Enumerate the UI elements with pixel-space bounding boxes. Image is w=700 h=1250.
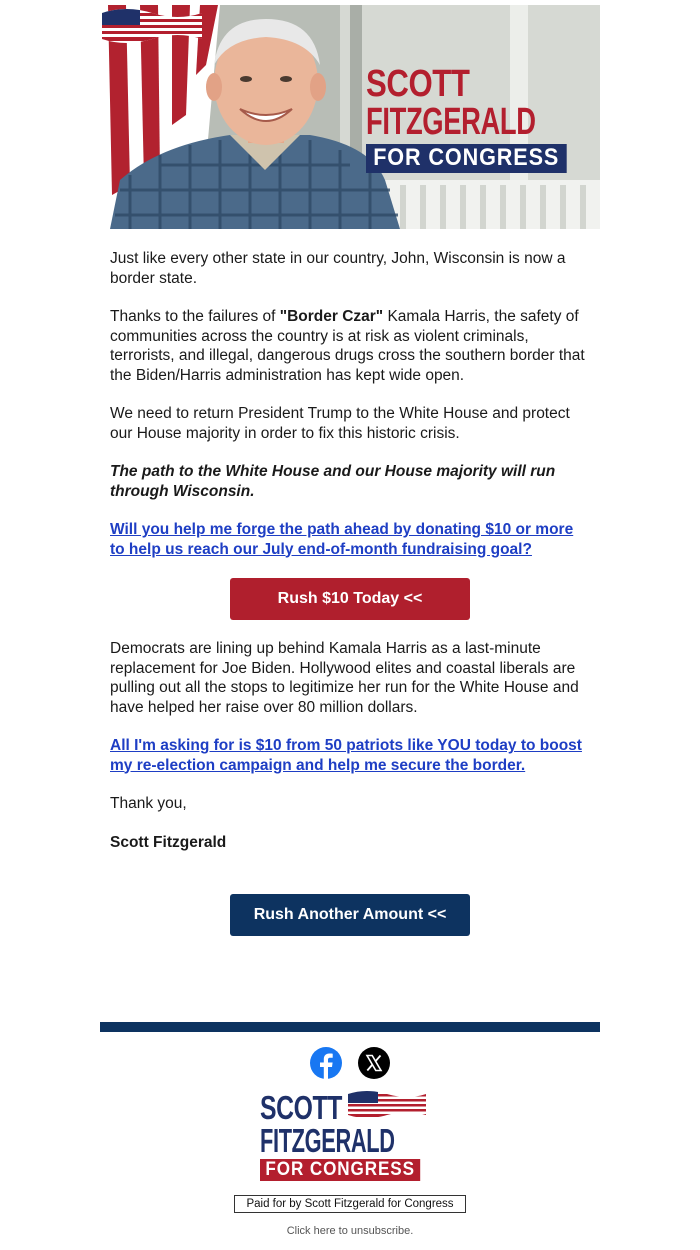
email-container (100, 5, 600, 1237)
hero-banner (100, 5, 600, 229)
social-links (100, 1047, 600, 1081)
logo-first-name: SCOTT (366, 63, 470, 105)
paragraph-majority: We need to return President Trump to the White House and protect our House majority in order to fix this historic crisis. (110, 405, 570, 442)
unsubscribe-link[interactable]: Click here to unsubscribe. (286, 1225, 414, 1237)
paragraph-democrats: Democrats are lining up behind Kamala Harris as a last-minute replacement for Joe Biden. Hollywood elites and coastal liberals are pulling out all the stops to legitimize her run for the White House and have helped her raise over 80 million dollars. (110, 640, 579, 716)
email-body (100, 249, 600, 559)
paragraph-wisconsin: The path to the White House and our House majority will run through Wisconsin. (110, 463, 556, 500)
footer-logo-last-name: FITZGERALD (260, 1122, 395, 1159)
footer-logo-first-name: SCOTT (260, 1089, 342, 1126)
border-czar-emphasis: "Border Czar" (279, 308, 384, 325)
footer-waving-flag-icon (346, 1088, 428, 1118)
x-icon[interactable] (358, 1047, 390, 1079)
donate-link-10[interactable]: Will you help me forge the path ahead by donating $10 or more to help us reach our July end-of-month fundraising goal? (110, 521, 574, 558)
email-body-continued (100, 639, 600, 852)
footer-logo-tagline: FOR CONGRESS (260, 1159, 420, 1181)
waving-flag-icon (100, 5, 204, 43)
signer-name: Scott Fitzgerald (110, 833, 227, 851)
rush-another-amount-button[interactable]: Rush Another Amount << (230, 894, 470, 936)
facebook-icon[interactable] (310, 1047, 342, 1079)
paragraph-intro: Just like every other state in our country, John, Wisconsin is now a border state. (110, 250, 566, 287)
hero-logo (366, 65, 584, 173)
logo-tagline: FOR CONGRESS (366, 144, 566, 173)
paragraph-border-end: Kamala Harris, the safety of communities across the country is at risk as violent criminals, terrorists, and illegal, dangerous drugs cross the southern border that the Biden/Harris administration has kept wide open. (110, 308, 585, 384)
paragraph-border-start: Thanks to the failures of (110, 308, 280, 325)
donate-link-patriots[interactable]: All I'm asking for is $10 from 50 patriots like YOU today to boost my re-election campaign and help me secure the border. (110, 737, 582, 774)
paragraph-border (110, 307, 590, 385)
paid-for-disclaimer: Paid for by Scott Fitzgerald for Congress (234, 1195, 466, 1213)
footer-divider (100, 1022, 600, 1032)
footer-logo (260, 1091, 440, 1181)
closing-text: Thank you, (110, 795, 187, 812)
logo-last-name: FITZGERALD (366, 101, 536, 143)
rush-10-button[interactable]: Rush $10 Today << (230, 578, 470, 620)
